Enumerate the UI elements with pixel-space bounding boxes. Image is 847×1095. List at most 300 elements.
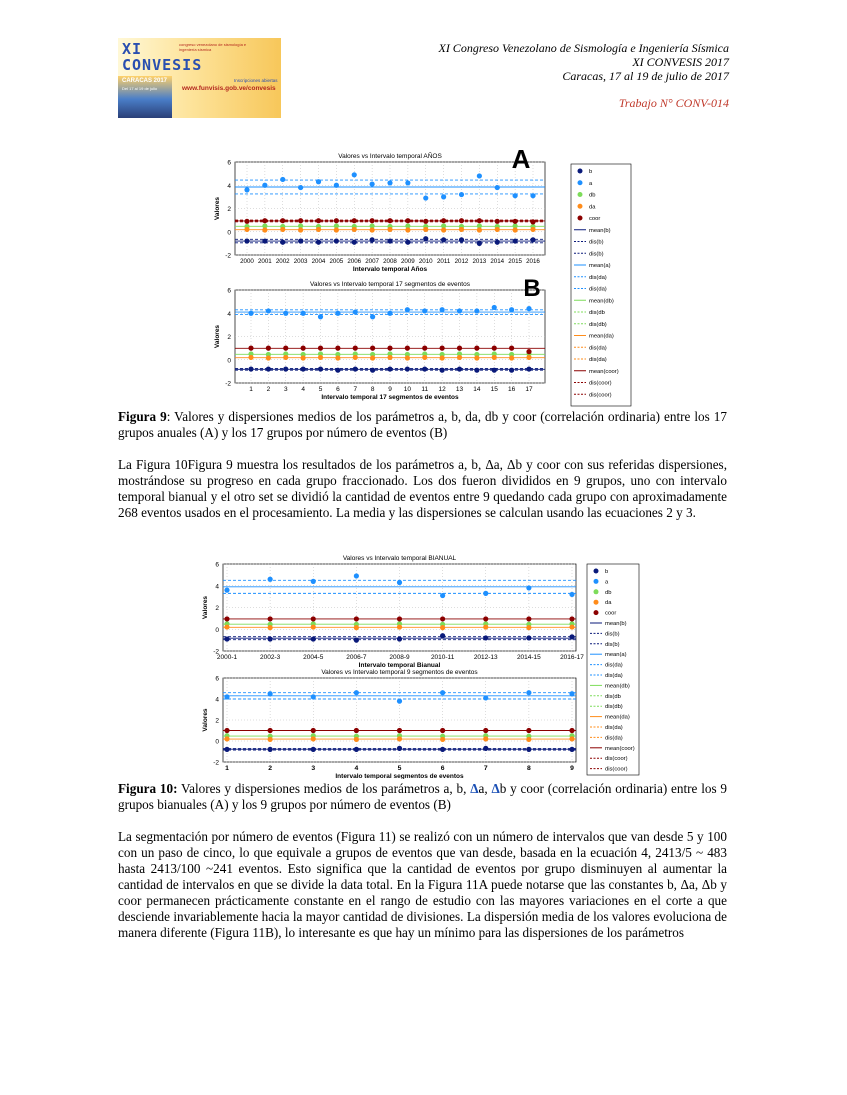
point-coor xyxy=(370,346,375,351)
figure10-caption-label: Figura 10: xyxy=(118,781,178,796)
x-tick-label: 17 xyxy=(525,386,533,393)
figure10-caption-part1: Valores y dispersiones medios de los parámetros a, b, xyxy=(177,781,471,796)
point-coor xyxy=(397,728,402,733)
y-tick-label: 0 xyxy=(215,626,219,634)
point-b xyxy=(268,747,273,752)
point-a xyxy=(370,181,375,186)
legend-label: dis(b) xyxy=(605,631,620,638)
point-coor xyxy=(224,728,229,733)
y-axis-label: Valores xyxy=(214,196,221,221)
point-b xyxy=(283,366,288,371)
x-tick-label: 2014-15 xyxy=(516,654,541,661)
point-da xyxy=(352,227,357,232)
point-b xyxy=(440,747,445,752)
x-tick-label: 2007 xyxy=(365,258,380,265)
legend-label: mean(a) xyxy=(605,652,627,659)
legend-label: db xyxy=(605,589,612,596)
point-b xyxy=(492,368,497,373)
point-da xyxy=(440,737,445,742)
x-axis-label: Intervalo temporal segmentos de eventos xyxy=(335,773,464,779)
x-tick-label: 10 xyxy=(403,386,411,393)
point-b xyxy=(405,240,410,245)
x-tick-label: 2000 xyxy=(240,258,254,265)
point-b xyxy=(387,238,392,243)
point-b xyxy=(530,237,535,242)
point-da xyxy=(405,355,410,360)
x-tick-label: 5 xyxy=(397,765,402,772)
y-tick-label: 6 xyxy=(227,159,231,167)
point-coor xyxy=(262,218,267,223)
legend xyxy=(587,564,639,775)
point-coor xyxy=(397,616,402,621)
logo-dates: Del 17 al 19 de julio xyxy=(122,86,158,91)
x-tick-label: 4 xyxy=(354,765,359,772)
point-da xyxy=(387,355,392,360)
point-a xyxy=(353,309,358,314)
point-da xyxy=(492,355,497,360)
point-da xyxy=(266,355,271,360)
point-coor xyxy=(405,218,410,223)
legend-marker-da xyxy=(594,600,599,605)
x-tick-label: 3 xyxy=(283,386,288,393)
chart-panel-0 xyxy=(202,555,584,669)
point-a xyxy=(244,187,249,192)
point-b xyxy=(483,746,488,751)
point-b xyxy=(262,238,267,243)
chart-panel-1 xyxy=(214,281,545,401)
point-b xyxy=(483,635,488,640)
point-coor xyxy=(530,219,535,224)
legend-label: mean(b) xyxy=(589,227,611,234)
point-coor xyxy=(569,616,574,621)
point-a xyxy=(311,579,316,584)
point-coor xyxy=(387,218,392,223)
point-da xyxy=(224,736,229,741)
point-b xyxy=(423,236,428,241)
point-da xyxy=(311,624,316,629)
point-a xyxy=(311,694,316,699)
point-a xyxy=(387,311,392,316)
point-da xyxy=(280,227,285,232)
point-coor xyxy=(268,616,273,621)
point-b xyxy=(318,366,323,371)
point-b xyxy=(224,636,229,641)
point-b xyxy=(457,366,462,371)
point-a xyxy=(354,690,359,695)
legend-marker-coor xyxy=(594,610,599,615)
point-coor xyxy=(422,346,427,351)
x-tick-label: 2012-13 xyxy=(473,654,498,661)
legend-marker-b xyxy=(594,569,599,574)
x-tick-label: 1 xyxy=(249,386,253,393)
point-da xyxy=(316,227,321,232)
legend-label: mean(coor) xyxy=(589,368,619,375)
legend-marker-a xyxy=(594,579,599,584)
point-coor xyxy=(334,218,339,223)
point-b xyxy=(280,240,285,245)
figure9-caption-label: Figura 9 xyxy=(118,409,167,424)
point-da xyxy=(268,625,273,630)
point-coor xyxy=(387,346,392,351)
y-tick-label: 2 xyxy=(215,717,219,725)
point-b xyxy=(397,636,402,641)
point-coor xyxy=(492,346,497,351)
point-coor xyxy=(283,346,288,351)
x-tick-label: 2014 xyxy=(490,258,505,265)
legend-label: mean(da) xyxy=(605,714,630,721)
point-a xyxy=(301,311,306,316)
x-tick-label: 12 xyxy=(438,386,446,393)
legend-label: mean(db) xyxy=(589,298,614,305)
logo-website: www.funvisis.gob.ve/convesis xyxy=(182,85,276,92)
point-b xyxy=(354,638,359,643)
point-da xyxy=(318,355,323,360)
point-a xyxy=(526,306,531,311)
legend-label: mean(coor) xyxy=(605,745,635,752)
y-tick-label: -2 xyxy=(213,759,219,767)
point-b xyxy=(459,237,464,242)
legend-label: dis(da) xyxy=(605,725,623,731)
legend-box xyxy=(587,564,639,775)
point-a xyxy=(224,694,229,699)
point-coor xyxy=(405,346,410,351)
x-tick-label: 2013 xyxy=(472,258,487,265)
point-da xyxy=(387,227,392,232)
legend-label: dis(b) xyxy=(589,239,604,246)
point-b xyxy=(526,747,531,752)
paragraph-2: La segmentación por número de eventos (Figura 11) se realizó con un número de intervalos que van desde 5 y 100 con un paso de cinco, lo que equivale a grupos de eventos que van desde, basada en la ecuación 4, 2413/5 ~ 483 hasta 2413/100 ~241 eventos. Esto significa que la cantidad de eventos por grupo disminuyen al aumentar la cantidad de intervalos en que se divide la data total. En la Figura 11A puede notarse que las constantes b, Δa, Δb y coor permanecen prácticamente constante en el rango de estudio con las mayores variaciones en el corte a que desciende invariablemente hacia la mayor cantidad de divisiones. La dispersión media de los valores evoluciona de manera diferente (Figura 11B), lo interesante es que hay un mínimo para las dispersiones de los parámetros xyxy=(118,829,727,940)
chart-title: Valores vs Intervalo temporal BIANUAL xyxy=(342,555,457,562)
legend-marker-a xyxy=(578,180,583,185)
point-da xyxy=(370,227,375,232)
point-coor xyxy=(248,346,253,351)
point-coor xyxy=(370,218,375,223)
conference-place-date: Caracas, 17 al 19 de julio de 2017 xyxy=(562,69,729,83)
point-b xyxy=(266,366,271,371)
point-da xyxy=(353,355,358,360)
point-a xyxy=(530,193,535,198)
point-b xyxy=(526,366,531,371)
y-tick-label: 2 xyxy=(227,206,231,213)
x-tick-label: 2002-3 xyxy=(260,654,281,661)
point-coor xyxy=(298,218,303,223)
point-b xyxy=(474,368,479,373)
point-da xyxy=(477,227,482,232)
point-coor xyxy=(316,218,321,223)
point-b xyxy=(477,241,482,246)
x-tick-label: 2009 xyxy=(400,258,415,265)
point-a xyxy=(423,195,428,200)
y-tick-label: 4 xyxy=(215,583,219,591)
point-da xyxy=(495,227,500,232)
y-tick-label: 0 xyxy=(227,357,231,365)
point-coor xyxy=(311,728,316,733)
point-da xyxy=(422,355,427,360)
point-da xyxy=(459,227,464,232)
legend-label: a xyxy=(589,180,593,187)
point-b xyxy=(352,240,357,245)
y-tick-label: 6 xyxy=(215,561,219,569)
point-b xyxy=(422,366,427,371)
point-a xyxy=(440,690,445,695)
point-coor xyxy=(266,346,271,351)
point-coor xyxy=(477,218,482,223)
figure10-caption-part3: b y coor (correlación ordinaria) entre los 9 grupos bianuales (A) y los 9 grupos por número de eventos (B) xyxy=(118,781,727,812)
point-coor xyxy=(526,349,531,354)
point-b xyxy=(441,237,446,242)
x-tick-label: 2 xyxy=(268,765,273,772)
point-b xyxy=(298,238,303,243)
point-a xyxy=(483,591,488,596)
y-tick-label: 2 xyxy=(227,334,231,341)
x-axis-label: Intervalo temporal Bianual xyxy=(358,662,441,669)
chart-panel-1 xyxy=(202,669,576,779)
legend-label: coor xyxy=(589,216,601,222)
point-b xyxy=(311,747,316,752)
point-b xyxy=(316,240,321,245)
conference-title: XI Congreso Venezolano de Sismología e Ingeniería Sísmica xyxy=(438,41,729,55)
point-coor xyxy=(483,728,488,733)
point-da xyxy=(441,227,446,232)
logo-registration: Inscripciones abiertas xyxy=(234,78,278,83)
x-tick-label: 6 xyxy=(336,386,340,393)
x-tick-label: 14 xyxy=(473,386,481,393)
figure9-caption-text: : Valores y dispersiones medios de los parámetros a, b, da, db y coor (correlación ordinaria) entre los 17 grupos anuales (A) y los 17 grupos por número de eventos (B) xyxy=(118,409,727,440)
point-a xyxy=(335,311,340,316)
point-da xyxy=(397,736,402,741)
point-da xyxy=(423,227,428,232)
point-b xyxy=(495,240,500,245)
legend-label: b xyxy=(589,169,593,175)
legend-label: dis(b) xyxy=(605,641,620,648)
conference-short-name: XI CONVESIS 2017 xyxy=(632,55,729,69)
point-a xyxy=(354,573,359,578)
point-coor xyxy=(483,616,488,621)
legend-label: dis(b) xyxy=(589,251,604,258)
legend-label: dis(db xyxy=(589,310,605,316)
x-tick-label: 2 xyxy=(266,386,271,393)
point-da xyxy=(457,355,462,360)
point-coor xyxy=(423,219,428,224)
point-da xyxy=(335,355,340,360)
point-b xyxy=(405,366,410,371)
x-tick-label: 2011 xyxy=(436,258,451,265)
point-a xyxy=(569,691,574,696)
point-a xyxy=(492,305,497,310)
point-b xyxy=(353,366,358,371)
figure9-chart-group xyxy=(205,142,645,407)
x-tick-label: 7 xyxy=(353,386,358,393)
point-a xyxy=(283,311,288,316)
point-coor xyxy=(569,728,574,733)
point-b xyxy=(335,368,340,373)
point-coor xyxy=(441,218,446,223)
point-b xyxy=(397,746,402,751)
point-a xyxy=(280,177,285,182)
point-coor xyxy=(526,728,531,733)
point-a xyxy=(495,185,500,190)
legend-label: dis(coor) xyxy=(589,392,612,399)
point-a xyxy=(405,307,410,312)
x-tick-label: 2015 xyxy=(508,258,523,265)
x-tick-label: 2000-1 xyxy=(216,654,238,661)
legend-label: dis(db) xyxy=(589,321,607,328)
legend-label: mean(db) xyxy=(605,683,630,690)
conference-logo xyxy=(118,38,281,118)
point-b xyxy=(513,238,518,243)
point-da xyxy=(440,355,445,360)
point-coor xyxy=(354,728,359,733)
x-tick-label: 2006-7 xyxy=(346,654,367,661)
point-b xyxy=(334,238,339,243)
legend-marker-db xyxy=(594,589,599,594)
point-b xyxy=(311,636,316,641)
x-tick-label: 4 xyxy=(301,386,305,393)
point-a xyxy=(474,308,479,313)
point-coor xyxy=(513,219,518,224)
legend-label: db xyxy=(589,192,596,199)
point-da xyxy=(397,624,402,629)
legend-label: dis(da) xyxy=(589,274,607,281)
point-b xyxy=(370,237,375,242)
figure10-delta-b: Δ xyxy=(491,781,500,796)
point-a xyxy=(316,179,321,184)
x-tick-label: 16 xyxy=(508,386,516,393)
point-da xyxy=(483,736,488,741)
point-da xyxy=(354,737,359,742)
legend-label: coor xyxy=(605,610,617,617)
point-da xyxy=(268,737,273,742)
point-a xyxy=(483,695,488,700)
x-tick-label: 2008 xyxy=(383,258,397,265)
legend-label: dis(db xyxy=(605,693,621,700)
point-coor xyxy=(457,346,462,351)
point-da xyxy=(244,227,249,232)
point-da xyxy=(526,625,531,630)
y-tick-label: -2 xyxy=(213,648,219,656)
point-coor xyxy=(335,346,340,351)
x-tick-label: 8 xyxy=(526,765,531,772)
point-da xyxy=(301,355,306,360)
x-tick-label: 2016-17 xyxy=(560,654,584,661)
x-tick-label: 2001 xyxy=(257,258,272,265)
point-da xyxy=(569,624,574,629)
point-a xyxy=(268,577,273,582)
point-b xyxy=(387,366,392,371)
point-b xyxy=(248,366,253,371)
point-da xyxy=(440,625,445,630)
point-coor xyxy=(474,346,479,351)
y-tick-label: 0 xyxy=(227,229,231,237)
y-axis-label: Valores xyxy=(214,324,221,349)
figure10-chart-group xyxy=(195,552,640,779)
point-b xyxy=(370,368,375,373)
y-tick-label: 4 xyxy=(215,696,219,704)
y-tick-label: 4 xyxy=(227,182,231,190)
legend-marker-coor xyxy=(578,216,583,221)
point-coor xyxy=(224,616,229,621)
legend-label: da xyxy=(605,600,612,607)
legend-label: dis(da) xyxy=(605,662,623,669)
point-b xyxy=(509,368,514,373)
figure9-svg xyxy=(205,142,645,407)
x-tick-label: 9 xyxy=(570,765,574,772)
y-axis-label: Valores xyxy=(202,708,209,732)
point-a xyxy=(266,308,271,313)
point-a xyxy=(440,593,445,598)
x-tick-label: 3 xyxy=(311,765,316,772)
legend-label: mean(b) xyxy=(605,621,627,627)
chart-title: Valores vs Intervalo temporal 17 segmentos de eventos xyxy=(310,281,470,288)
legend-marker-db xyxy=(578,192,583,197)
point-a xyxy=(334,183,339,188)
legend-label: dis(da) xyxy=(605,735,623,742)
point-a xyxy=(457,308,462,313)
legend-marker-da xyxy=(578,204,583,209)
point-da xyxy=(405,227,410,232)
x-tick-label: 2012 xyxy=(454,258,469,265)
x-tick-label: 15 xyxy=(490,386,498,393)
point-b xyxy=(440,368,445,373)
point-a xyxy=(513,193,518,198)
point-coor xyxy=(440,728,445,733)
point-coor xyxy=(509,346,514,351)
legend-label: da xyxy=(589,204,596,211)
point-da xyxy=(311,736,316,741)
point-a xyxy=(526,690,531,695)
legend-label: dis(da) xyxy=(605,673,623,679)
point-da xyxy=(224,624,229,629)
point-a xyxy=(370,314,375,319)
point-coor xyxy=(311,616,316,621)
paper-id: Trabajo N° CONV-014 xyxy=(618,96,729,110)
logo-subtitle: congreso venezolano de sismología e ingeniería sísmica xyxy=(179,42,247,52)
figure10-caption xyxy=(118,781,727,813)
point-a xyxy=(440,307,445,312)
y-tick-label: 4 xyxy=(227,310,231,318)
point-da xyxy=(513,227,518,232)
x-tick-label: 2005 xyxy=(329,258,344,265)
figure9-caption xyxy=(118,409,727,441)
y-tick-label: -2 xyxy=(225,252,231,260)
point-a xyxy=(262,183,267,188)
panel-label-a: A xyxy=(511,144,531,174)
point-da xyxy=(248,355,253,360)
point-coor xyxy=(440,616,445,621)
point-a xyxy=(397,580,402,585)
point-a xyxy=(509,307,514,312)
point-a xyxy=(352,172,357,177)
point-coor xyxy=(495,219,500,224)
point-da xyxy=(262,227,267,232)
point-da xyxy=(569,736,574,741)
point-da xyxy=(370,355,375,360)
point-da xyxy=(334,227,339,232)
point-coor xyxy=(268,728,273,733)
point-b xyxy=(301,366,306,371)
point-coor xyxy=(280,218,285,223)
point-b xyxy=(354,747,359,752)
point-a xyxy=(526,585,531,590)
point-da xyxy=(483,624,488,629)
legend-marker-b xyxy=(578,169,583,174)
x-tick-label: 2004 xyxy=(311,258,326,265)
legend-label: mean(da) xyxy=(589,333,614,340)
point-coor xyxy=(352,218,357,223)
x-tick-label: 1 xyxy=(225,765,229,772)
x-tick-label: 2010 xyxy=(418,258,433,265)
point-b xyxy=(268,636,273,641)
